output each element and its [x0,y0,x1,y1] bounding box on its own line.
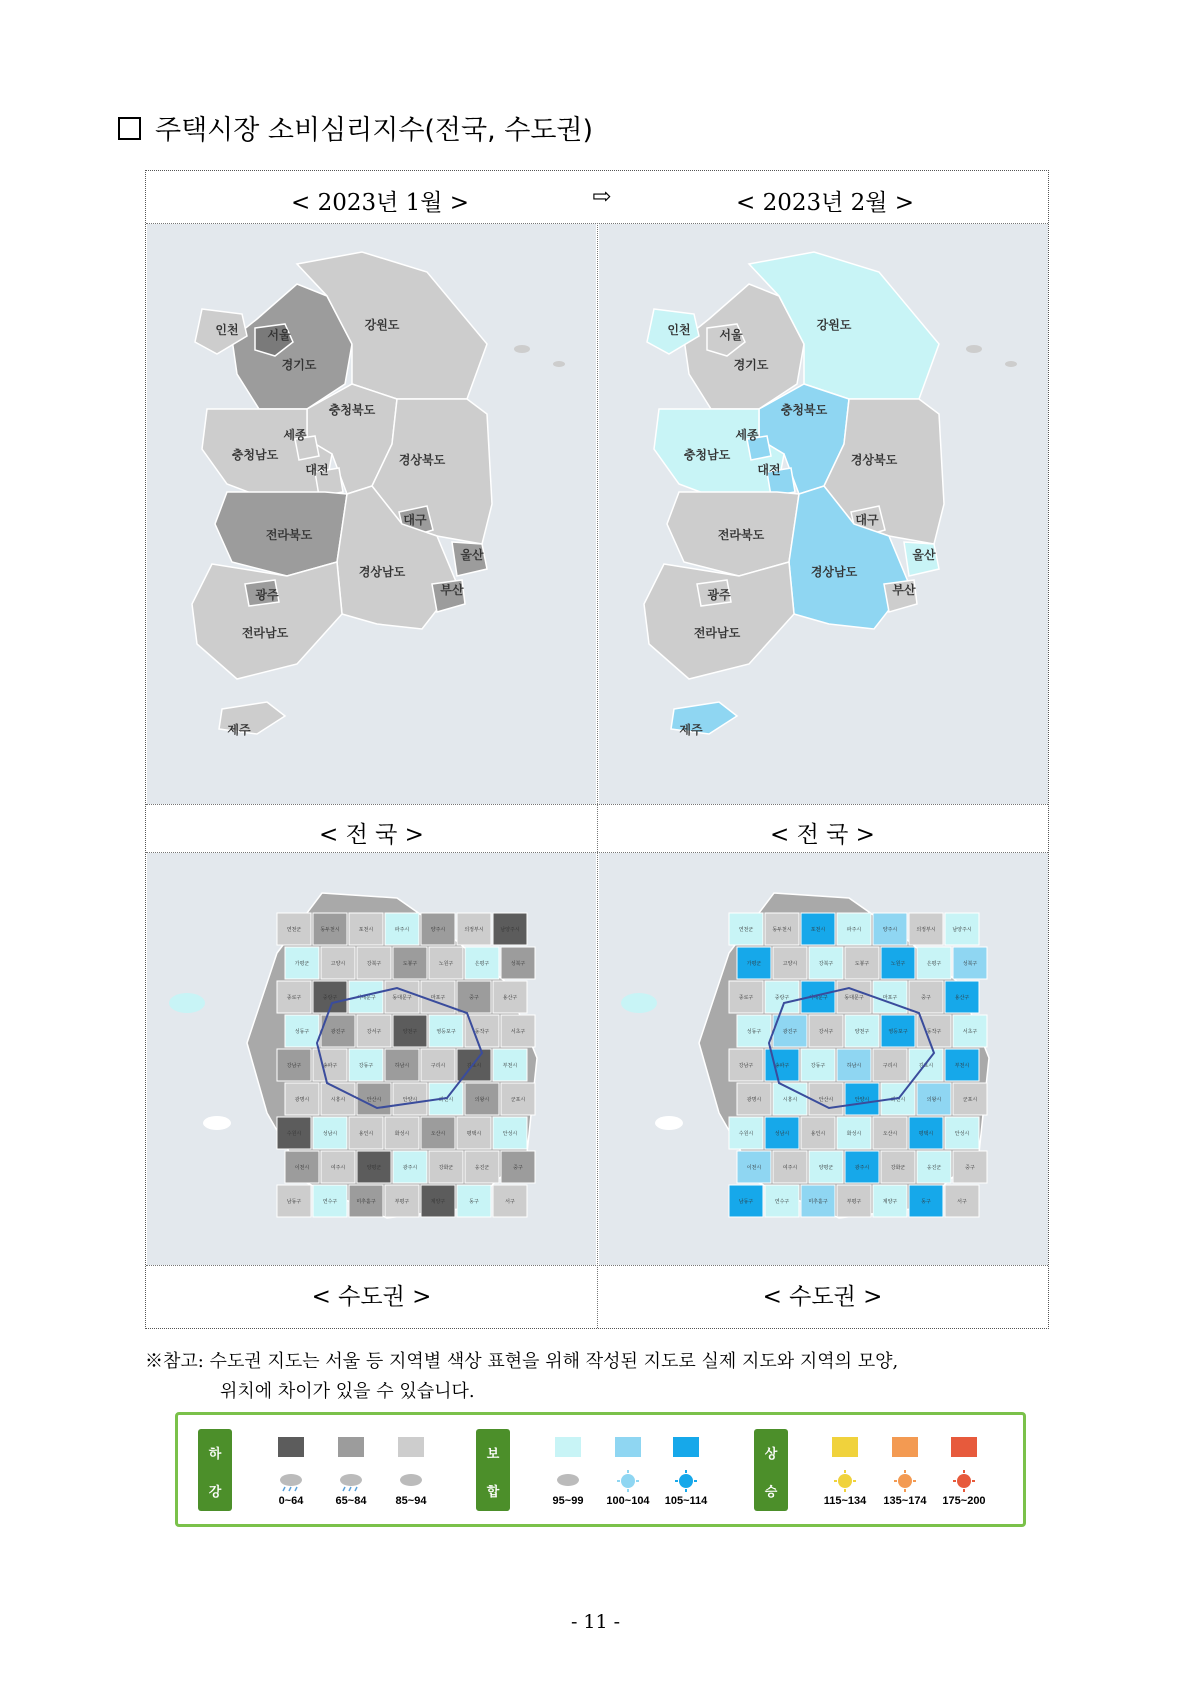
feb-island-yeongjong [655,1116,683,1130]
feb-island-ganghwa [621,993,657,1013]
jan-label-gwangju: 광주 [255,588,279,602]
jan-district-label-5: 의정부시 [464,927,484,933]
jan-label-seoul: 서울 [267,328,291,342]
jan-district-label-45: 화성시 [394,1131,410,1137]
capital-caption-february: < 수도권 > [762,1284,883,1310]
sun-red-icon [949,1470,979,1496]
jan-district-label-6: 남양주시 [500,927,520,933]
legend-swatch-2 [398,1437,424,1457]
feb-label-jeonnam: 전라남도 [693,626,741,640]
legend-range-7: 135~174 [883,1495,927,1507]
jan-district-label-42: 수원시 [286,1131,302,1137]
jan-district-label-39: 과천시 [438,1097,454,1103]
jan-district-label-49: 이천시 [294,1165,310,1171]
legend-swatch-7 [892,1437,918,1457]
feb-label-ulsan: 울산 [912,548,936,562]
map-comparison-table [145,170,1049,1329]
checkbox-square-icon [118,117,141,140]
feb-island-dokdo [1005,361,1017,367]
jan-district-label-40: 의왕시 [474,1097,490,1103]
jan-district-label-27: 서초구 [510,1029,526,1035]
period-header [146,171,1048,224]
legend-tag-up: 상 승 [754,1429,788,1511]
jan-district-label-14: 종로구 [286,995,302,1001]
jan-district-label-28: 강남구 [286,1063,302,1069]
jan-label-incheon: 인천 [215,323,239,337]
legend-swatch-8 [951,1437,977,1457]
feb-region-jeonnam [644,562,794,679]
feb-district-label-59: 부평구 [846,1199,862,1205]
feb-label-sejong: 세종 [735,428,759,442]
sun-orange-icon [890,1470,920,1496]
jan-label-jeonbuk: 전라북도 [265,528,313,542]
jan-district-label-43: 성남시 [322,1131,338,1137]
feb-district-label-2: 포천시 [810,927,826,933]
jan-district-label-3: 파주시 [394,927,410,933]
jan-district-label-35: 광명시 [294,1097,310,1103]
jan-district-label-55: 중구 [513,1165,523,1171]
feb-district-label-10: 도봉구 [854,961,870,967]
period-january: < 2023년 1월 > [291,190,470,216]
jan-district-label-17: 동대문구 [392,995,412,1001]
feb-label-daejeon: 대전 [757,463,781,477]
reference-note: ※참고: 수도권 지도는 서울 등 지역별 색상 표현을 위해 작성된 지도로 실제 지도와 지역의 모양, 위치에 차이가 있을 수 있습니다. [145,1351,899,1402]
color-legend [175,1412,1026,1527]
feb-district-label-15: 중랑구 [774,995,790,1001]
feb-district-label-17: 동대문구 [844,995,864,1001]
rain-cloud-icon [336,1470,366,1496]
jan-district-label-22: 광진구 [330,1029,346,1035]
feb-district-label-40: 의왕시 [926,1097,942,1103]
jan-label-jeju: 제주 [227,723,251,737]
feb-district-label-25: 영등포구 [888,1029,908,1035]
jan-district-label-33: 김포시 [466,1063,482,1069]
legend-swatch-6 [832,1437,858,1457]
jan-district-label-11: 노원구 [438,961,454,967]
feb-district-label-41: 군포시 [962,1097,978,1103]
feb-label-jeju: 제주 [679,723,703,737]
jan-district-label-18: 마포구 [430,995,446,1001]
legend-tag-neutral: 보 합 [476,1429,510,1511]
legend-range-3: 95~99 [552,1495,584,1507]
feb-district-label-58: 미추홀구 [808,1199,828,1205]
jan-district-label-47: 평택시 [466,1131,482,1137]
feb-district-label-24: 양천구 [854,1029,870,1035]
jan-district-label-8: 고양시 [330,961,346,967]
page-title: 주택시장 소비심리지수(전국, 수도권) [118,108,593,147]
legend-range-6: 115~134 [823,1495,867,1507]
jan-district-label-54: 옹진군 [474,1165,490,1171]
jan-district-label-12: 은평구 [474,961,490,967]
jan-district-label-48: 안성시 [502,1131,518,1137]
jan-district-label-29: 송파구 [322,1063,338,1069]
jan-district-label-20: 용산구 [502,995,518,1001]
feb-district-label-4: 양주시 [882,927,898,933]
jan-district-label-34: 부천시 [502,1063,518,1069]
jan-district-label-4: 양주시 [430,927,446,933]
feb-district-label-37: 안산시 [818,1097,834,1103]
jan-district-label-57: 연수구 [322,1199,338,1205]
feb-district-label-23: 강서구 [818,1029,834,1035]
jan-district-label-58: 미추홀구 [356,1199,376,1205]
jan-district-label-60: 계양구 [430,1199,446,1205]
cloud-sun-icon [553,1470,583,1496]
sun-yellow-icon [830,1470,860,1496]
jan-district-label-10: 도봉구 [402,961,418,967]
legend-swatch-5 [673,1437,699,1457]
feb-district-label-39: 과천시 [890,1097,906,1103]
jan-district-label-15: 중랑구 [322,995,338,1001]
feb-district-label-19: 중구 [921,995,931,1001]
jan-district-label-9: 강북구 [366,961,382,967]
feb-district-label-50: 여주시 [782,1165,798,1171]
period-february: < 2023년 2월 > [736,190,915,216]
jan-district-label-31: 하남시 [394,1063,410,1069]
legend-range-4: 100~104 [606,1495,650,1507]
jan-district-label-32: 구리시 [430,1063,446,1069]
feb-district-label-12: 은평구 [926,961,942,967]
legend-range-0: 0~64 [278,1495,304,1507]
jan-label-chungnam: 충청남도 [231,448,279,462]
feb-district-label-26: 동작구 [926,1029,942,1035]
feb-district-label-57: 연수구 [774,1199,790,1205]
legend-swatch-3 [555,1437,581,1457]
jan-district-label-41: 군포시 [510,1097,526,1103]
feb-district-label-38: 안양시 [854,1097,870,1103]
feb-district-label-5: 의정부시 [916,927,936,933]
capital-map-february [599,853,1048,1265]
capital-caption-january: < 수도권 > [311,1284,432,1310]
sun-blue-icon [671,1470,701,1496]
feb-district-label-18: 마포구 [882,995,898,1001]
feb-district-label-27: 서초구 [962,1029,978,1035]
feb-district-label-9: 강북구 [818,961,834,967]
jan-island-ganghwa [169,993,205,1013]
feb-label-chungnam: 충청남도 [683,448,731,462]
heavy-rain-icon [276,1470,306,1496]
jan-district-label-19: 중구 [469,995,479,1001]
feb-district-label-3: 파주시 [846,927,862,933]
jan-island-yeongjong [203,1116,231,1130]
feb-district-label-49: 이천시 [746,1165,762,1171]
feb-district-label-51: 양평군 [818,1165,834,1171]
feb-district-label-22: 광진구 [782,1029,798,1035]
national-map-january [147,224,596,804]
feb-district-label-35: 광명시 [746,1097,762,1103]
jan-label-chungbuk: 충청북도 [328,403,376,417]
jan-district-label-38: 안양시 [402,1097,418,1103]
jan-label-gangwon: 강원도 [364,318,400,332]
feb-district-label-21: 성동구 [746,1029,762,1035]
feb-label-daegu: 대구 [855,513,879,527]
legend-swatch-0 [278,1437,304,1457]
jan-label-jeonnam: 전라남도 [241,626,289,640]
sun-light-icon [613,1470,643,1496]
feb-label-seoul: 서울 [719,328,743,342]
national-map-february [599,224,1048,804]
jan-district-label-7: 가평군 [294,961,310,967]
jan-label-gyeonggi: 경기도 [281,358,317,372]
feb-district-label-62: 서구 [957,1199,967,1205]
arrow-right-icon: ⇨ [592,184,612,210]
feb-district-label-55: 중구 [965,1165,975,1171]
legend-range-8: 175~200 [942,1495,986,1507]
feb-district-label-54: 옹진군 [926,1165,942,1171]
jan-district-label-61: 동구 [469,1199,479,1205]
legend-tag-down: 하 강 [198,1429,232,1511]
legend-range-5: 105~114 [664,1495,708,1507]
feb-district-label-28: 강남구 [738,1063,754,1069]
feb-district-label-42: 수원시 [738,1131,754,1137]
feb-district-label-13: 성북구 [962,961,978,967]
feb-label-gangwon: 강원도 [816,318,852,332]
feb-label-incheon: 인천 [667,323,691,337]
feb-district-label-47: 평택시 [918,1131,934,1137]
feb-district-label-45: 화성시 [846,1131,862,1137]
feb-district-label-56: 남동구 [738,1199,754,1205]
jan-label-gyeongnam: 경상남도 [358,565,406,579]
feb-district-label-20: 용산구 [954,995,970,1001]
jan-district-label-30: 강동구 [358,1063,374,1069]
jan-district-label-25: 영등포구 [436,1029,456,1035]
jan-district-label-46: 오산시 [430,1131,446,1137]
feb-label-jeonbuk: 전라북도 [717,528,765,542]
feb-district-label-53: 강화군 [890,1165,906,1171]
jan-district-label-13: 성북구 [510,961,526,967]
feb-district-label-0: 연천군 [738,927,754,933]
legend-range-1: 65~84 [335,1495,367,1507]
jan-district-label-53: 강화군 [438,1165,454,1171]
jan-district-label-21: 성동구 [294,1029,310,1035]
jan-district-label-26: 동작구 [474,1029,490,1035]
feb-district-label-48: 안성시 [954,1131,970,1137]
legend-swatch-4 [615,1437,641,1457]
legend-swatch-1 [338,1437,364,1457]
feb-label-gyeongbuk: 경상북도 [850,453,898,467]
feb-district-label-29: 송파구 [774,1063,790,1069]
feb-district-label-44: 용인시 [810,1131,826,1137]
feb-district-label-6: 남양주시 [952,927,972,933]
feb-district-label-46: 오산시 [882,1131,898,1137]
jan-district-label-1: 동두천시 [320,927,340,933]
jan-district-label-51: 양평군 [366,1165,382,1171]
jan-district-label-56: 남동구 [286,1199,302,1205]
jan-label-ulsan: 울산 [460,548,484,562]
jan-district-label-24: 양천구 [402,1029,418,1035]
feb-district-label-14: 종로구 [738,995,754,1001]
feb-district-label-43: 성남시 [774,1131,790,1137]
jan-district-label-36: 시흥시 [330,1097,346,1103]
jan-label-gyeongbuk: 경상북도 [398,453,446,467]
feb-district-label-16: 서대문구 [808,995,828,1001]
jan-district-label-16: 서대문구 [356,995,376,1001]
jan-island-ulleung [514,345,530,353]
jan-district-label-0: 연천군 [286,927,302,933]
jan-district-label-2: 포천시 [358,927,374,933]
national-caption-february: < 전 국 > [770,822,875,848]
jan-district-label-50: 여주시 [330,1165,346,1171]
jan-island-dokdo [553,361,565,367]
jan-district-label-59: 부평구 [394,1199,410,1205]
feb-district-label-11: 노원구 [890,961,906,967]
feb-district-label-32: 구리시 [882,1063,898,1069]
feb-island-ulleung [966,345,982,353]
jan-region-jeonnam [192,562,342,679]
legend-range-2: 85~94 [395,1495,427,1507]
jan-label-busan: 부산 [440,583,464,597]
feb-district-label-34: 부천시 [954,1063,970,1069]
feb-district-label-8: 고양시 [782,961,798,967]
feb-district-label-30: 강동구 [810,1063,826,1069]
jan-label-daejeon: 대전 [305,463,329,477]
national-caption-january: < 전 국 > [319,822,424,848]
feb-label-busan: 부산 [892,583,916,597]
jan-district-label-52: 광주시 [402,1165,418,1171]
jan-label-daegu: 대구 [403,513,427,527]
feb-label-gwangju: 광주 [707,588,731,602]
feb-district-label-36: 시흥시 [782,1097,798,1103]
feb-district-label-60: 계양구 [882,1199,898,1205]
jan-label-sejong: 세종 [283,428,307,442]
capital-map-january [147,853,596,1265]
feb-district-label-33: 김포시 [918,1063,934,1069]
feb-label-gyeonggi: 경기도 [733,358,769,372]
jan-district-label-23: 강서구 [366,1029,382,1035]
feb-district-label-7: 가평군 [746,961,762,967]
jan-district-label-62: 서구 [505,1199,515,1205]
feb-district-label-31: 하남시 [846,1063,862,1069]
feb-label-gyeongnam: 경상남도 [810,565,858,579]
feb-district-label-61: 동구 [921,1199,931,1205]
cloud-icon [396,1470,426,1496]
page-number: - 11 - [570,1611,621,1633]
jan-district-label-44: 용인시 [358,1131,374,1137]
feb-district-label-52: 광주시 [854,1165,870,1171]
feb-label-chungbuk: 충청북도 [780,403,828,417]
jan-district-label-37: 안산시 [366,1097,382,1103]
feb-district-label-1: 동두천시 [772,927,792,933]
